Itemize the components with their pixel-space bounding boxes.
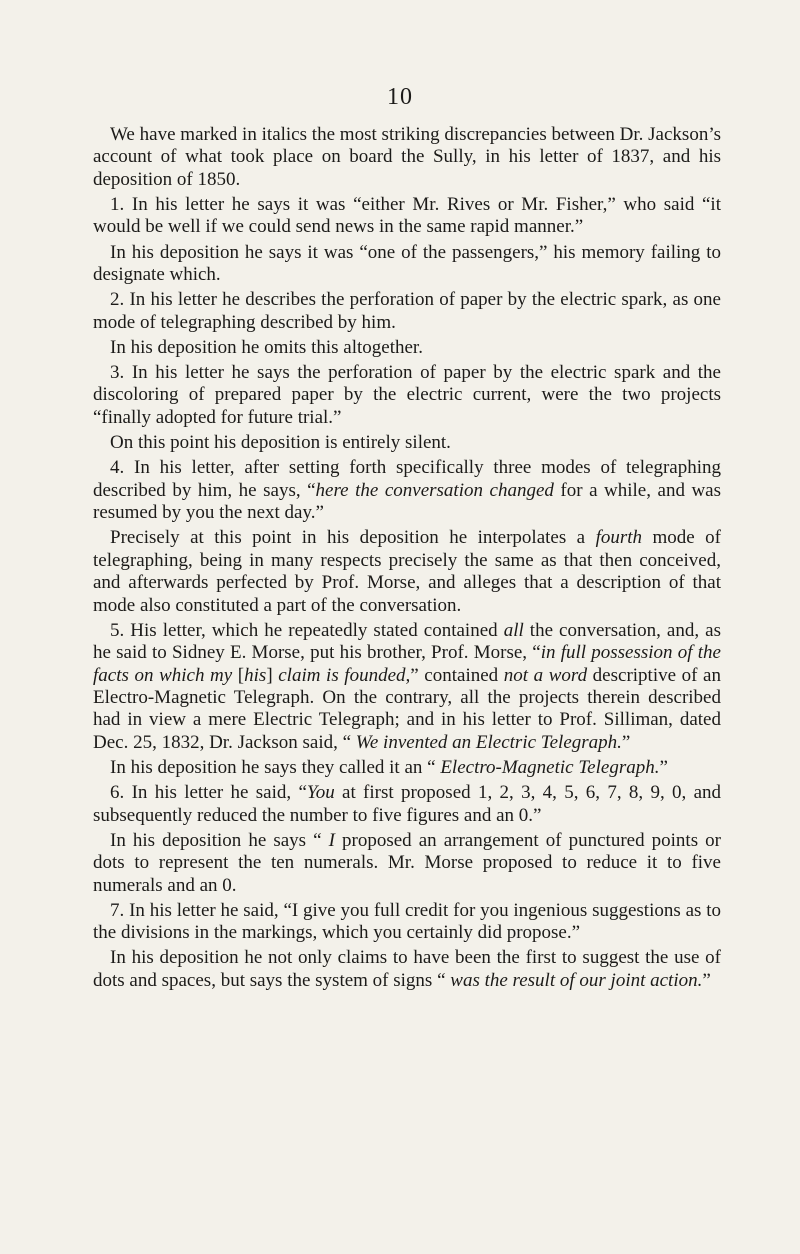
text-run: In his deposition he says it was “one of the passengers,” his memory failing to designate which. (93, 241, 721, 286)
text-run: for a while, and was resumed by you the next day.” (93, 479, 722, 524)
text-run: ] (266, 664, 279, 686)
paragraph (93, 620, 721, 754)
paragraph (93, 900, 721, 945)
paragraph (93, 194, 721, 239)
paragraph (93, 337, 721, 359)
text-run: In his deposition he omits this altogether. (110, 336, 423, 358)
text-run: In his deposition he says they called it an “ (110, 756, 441, 778)
text-run: 7. In his letter he said, “I give you full credit for you ingenious suggestions as to the divisions in the markings, which you certainly did propose.” (93, 899, 721, 944)
body-text (93, 124, 721, 995)
text-run: at first proposed 1, 2, 3, 4, 5, 6, 7, 8, 9, 0, and subsequently reduced the number to five figures and an 0.” (93, 782, 721, 826)
text-run: 4. In his letter, after setting forth specifically three modes of telegraphing described by him, he says, “ (93, 457, 721, 501)
text-run: 5. His letter, which he repeatedly stated contained (110, 619, 504, 641)
paragraph (93, 362, 721, 429)
text-run: On this point his deposition is entirely silent. (110, 432, 451, 454)
text-run: 3. In his letter he says the perforation of paper by the electric spark and the discoloring of prepared paper by the electric current, were the two projects “finally adopted for future trial.” (93, 362, 721, 428)
paragraph (93, 432, 721, 454)
italic-text: I (328, 829, 335, 851)
paragraph (93, 124, 721, 191)
page-number: 10 (387, 84, 413, 110)
italic-text: Electro-Magnetic Telegraph. (440, 756, 660, 778)
italic-text: claim is founded, (278, 664, 411, 686)
italic-text: his (244, 664, 267, 686)
italic-text: You (306, 782, 335, 804)
text-run: 6. In his letter he said, “ (110, 782, 307, 804)
italic-text: We invented an Electric Telegraph. (355, 731, 622, 753)
italic-text: all (503, 619, 524, 641)
italic-text: was the result of our joint action. (450, 969, 703, 991)
paragraph (93, 242, 721, 287)
paragraph (93, 527, 721, 617)
paragraph (93, 947, 721, 992)
text-run: [ (232, 664, 245, 686)
text-run: ” contained (410, 664, 504, 686)
italic-text: in full possession of the facts on which my (93, 642, 721, 686)
text-run: proposed an arrangement of punctured points or dots to represent the ten numerals. Mr. Morse proposed to reduce it to five numerals and an 0. (93, 829, 721, 896)
paragraph (93, 757, 721, 779)
text-run: mode of telegraphing, being in many respects precisely the same as that then conceived, and afterwards perfected by Prof. Morse, and alleges that a description of that mode also constituted a part of the conversation. (93, 527, 722, 616)
text-run: In his deposition he not only claims to have been the first to suggest the use of dots and spaces, but says the system of signs “ (93, 947, 721, 991)
text-run: ” (621, 731, 631, 753)
paragraph (93, 289, 721, 334)
italic-text: here the conversation changed (315, 479, 554, 501)
text-run: 1. In his letter he says it was “either Mr. Rives or Mr. Fisher,” who said “it would be well if we could send news in the same rapid manner.” (93, 194, 721, 238)
paragraph (93, 830, 721, 897)
text-run: ” (702, 969, 711, 991)
text-run: descriptive of an Electro-Magnetic Telegraph. On the contrary, all the projects therein described had in view a mere Electric Telegraph; and in his letter to Prof. Silliman, dated Dec. 25, 1832, Dr. Jackson said, “ (93, 664, 721, 753)
text-run: Precisely at this point in his deposition he interpolates a (110, 527, 596, 549)
text-run: We have marked in italics the most striking discrepancies between Dr. Jackson’s account of what took place on board the Sully, in his letter of 1837, and his deposition of 1850. (93, 124, 721, 190)
italic-text: not a word (503, 664, 588, 686)
italic-text: fourth (595, 527, 643, 549)
text-run: ” (659, 756, 668, 778)
text-run: In his deposition he says “ (110, 829, 329, 851)
paragraph (93, 782, 721, 827)
paragraph (93, 457, 721, 524)
text-run: 2. In his letter he describes the perforation of paper by the electric spark, as one mode of telegraphing described by him. (93, 289, 721, 333)
text-run: the conversation, and, as he said to Sidney E. Morse, put his brother, Prof. Morse, “ (93, 619, 721, 664)
